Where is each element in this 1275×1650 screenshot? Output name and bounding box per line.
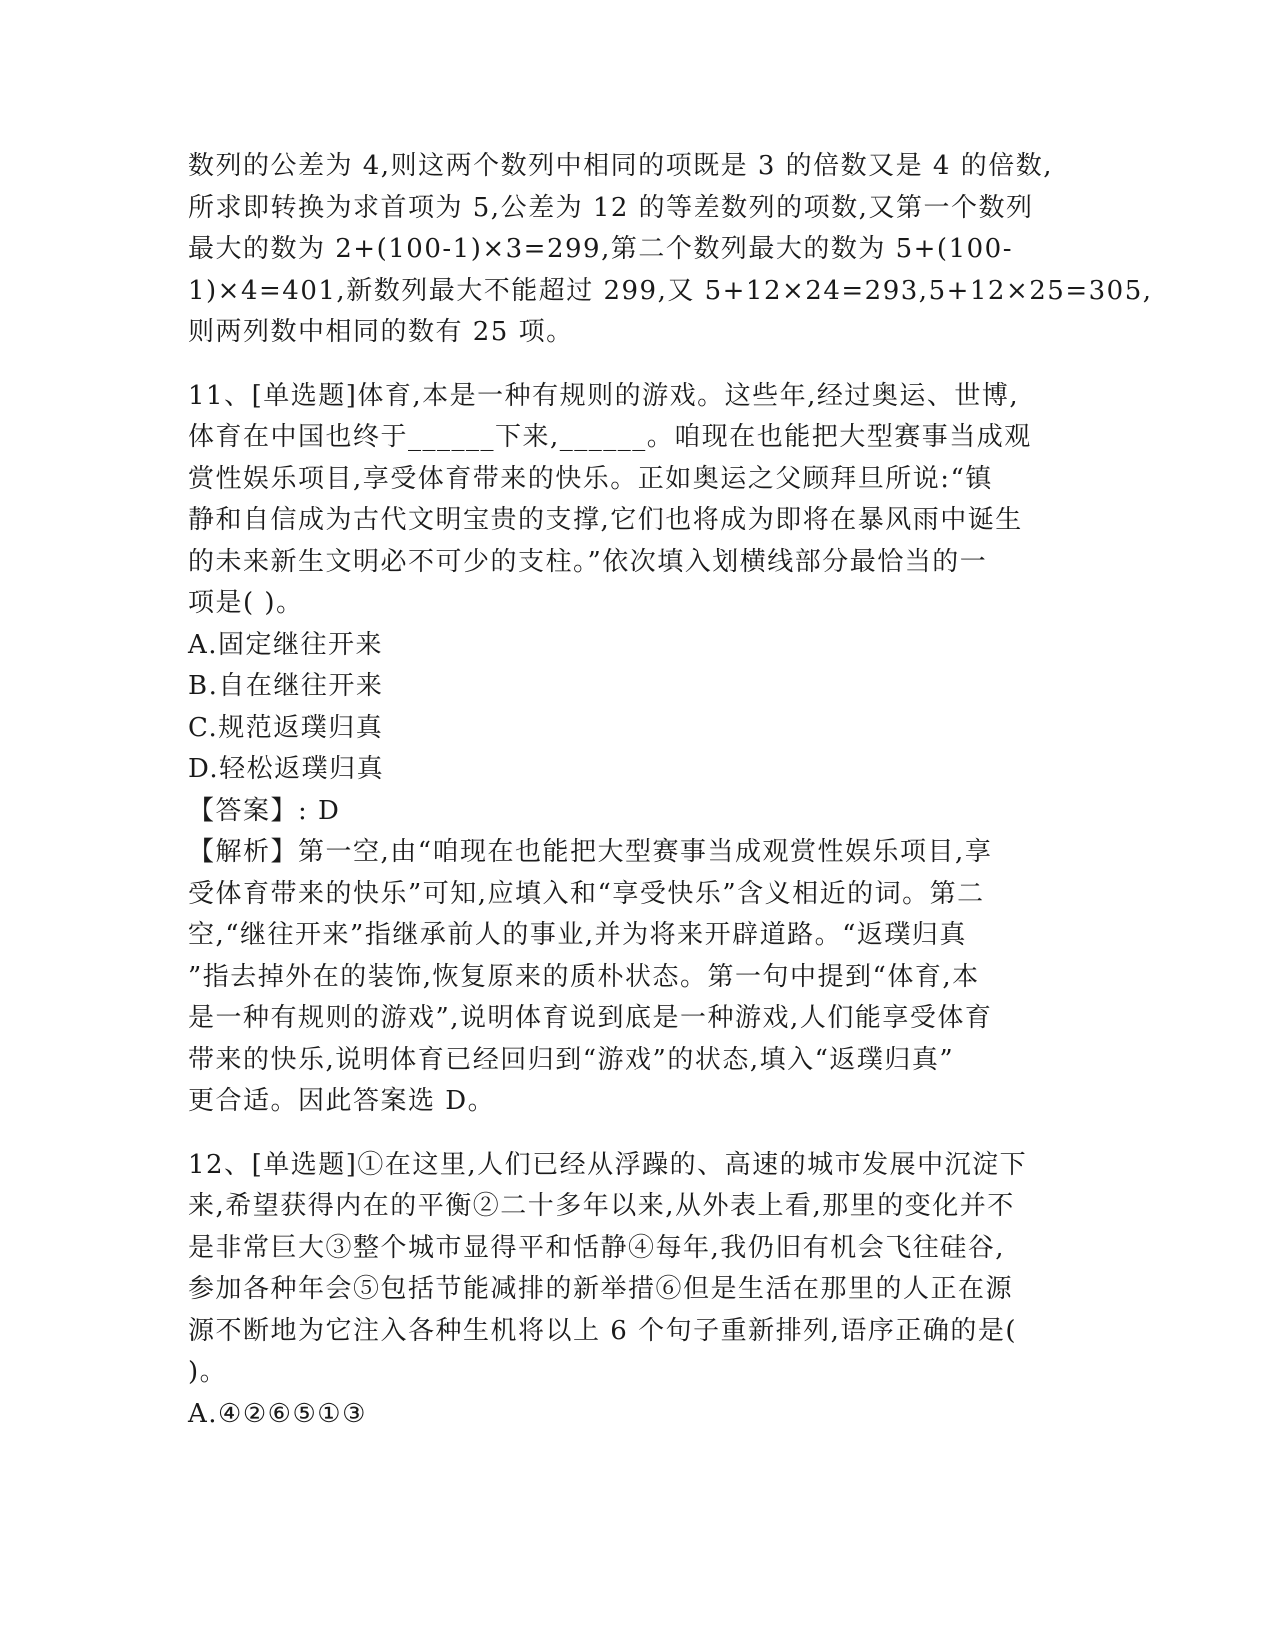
text-line: 受体育带来的快乐”可知,应填入和“享受快乐”含义相近的词。第二 (188, 878, 985, 909)
text-line: 是一种有规则的游戏”,说明体育说到底是一种游戏,人们能享受体育 (188, 1003, 993, 1033)
text-line: 空,“继往开来”指继承前人的事业,并为将来开辟道路。“返璞归真 (188, 920, 967, 950)
answer-line: 【答案】: D (188, 795, 341, 826)
text-line: 项是( )。 (188, 588, 304, 618)
text-line: 静和自信成为古代文明宝贵的支撑,它们也将成为即将在暴风雨中诞生 (188, 505, 1023, 535)
text-line: 12、[单选题]①在这里,人们已经从浮躁的、高速的城市发展中沉淀下 (188, 1149, 1028, 1180)
text-line: 更合适。因此答案选 D。 (188, 1086, 496, 1116)
text-line: 则两列数中相同的数有 25 项。 (188, 317, 574, 347)
option-c: C.规范返璞归真 (188, 712, 384, 743)
text-line: 【解析】第一空,由“咱现在也能把大型赛事当成观赏性娱乐项目,享 (188, 837, 993, 867)
question-12-options (188, 1394, 1088, 1436)
text-line: 带来的快乐,说明体育已经回归到“游戏”的状态,填入“返璞归真” (188, 1044, 955, 1075)
text-line: 是非常巨大③整个城市显得平和恬静④每年,我仍旧有机会飞往硅谷, (188, 1232, 1006, 1263)
question-12-stem (188, 1145, 1088, 1394)
text-line: 源不断地为它注入各种生机将以上 6 个句子重新排列,语序正确的是( (188, 1315, 1017, 1346)
text-line: 赏性娱乐项目,享受体育带来的快乐。正如奥运之父顾拜旦所说:“镇 (188, 463, 993, 494)
question-11-stem (188, 376, 1088, 625)
question-11-options (188, 625, 1088, 791)
text-line: 的未来新生文明必不可少的支柱。”依次填入划横线部分最恰当的一 (188, 546, 988, 577)
text-line: 参加各种年会⑤包括节能减排的新举措⑥但是生活在那里的人正在源 (188, 1274, 1014, 1304)
text-line: ”指去掉外在的装饰,恢复原来的质朴状态。第一句中提到“体育,本 (188, 961, 980, 992)
text-line: 来,希望获得内在的平衡②二十多年以来,从外表上看,那里的变化并不 (188, 1191, 1015, 1221)
option-a: A.④②⑥⑤①③ (188, 1398, 367, 1429)
question-11 (188, 376, 1088, 1123)
text-line: 最大的数为 2+(100-1)×3=299,第二个数列最大的数为 5+(100- (188, 234, 1013, 264)
text-line: 数列的公差为 4,则这两个数列中相同的项既是 3 的倍数又是 4 的倍数, (188, 151, 1053, 181)
text-line: 所求即转换为求首项为 5,公差为 12 的等差数列的项数,又第一个数列 (188, 192, 1034, 223)
text-line: )。 (188, 1357, 228, 1387)
text-line: 1)×4=401,新数列最大不能超过 299,又 5+12×24=293,5+12×25=305, (188, 275, 1153, 306)
document-page (188, 146, 1153, 1435)
previous-analysis-continuation (188, 146, 1153, 354)
option-d: D.轻松返璞归真 (188, 754, 385, 784)
option-b: B.自在继往开来 (188, 671, 384, 701)
option-a: A.固定继往开来 (188, 629, 384, 660)
text-line: 体育在中国也终于______下来,______。咱现在也能把大型赛事当成观 (188, 422, 1032, 452)
text-line: 11、[单选题]体育,本是一种有规则的游戏。这些年,经过奥运、世博, (188, 380, 1020, 411)
question-11-analysis (188, 832, 1088, 1123)
question-12 (188, 1145, 1088, 1436)
